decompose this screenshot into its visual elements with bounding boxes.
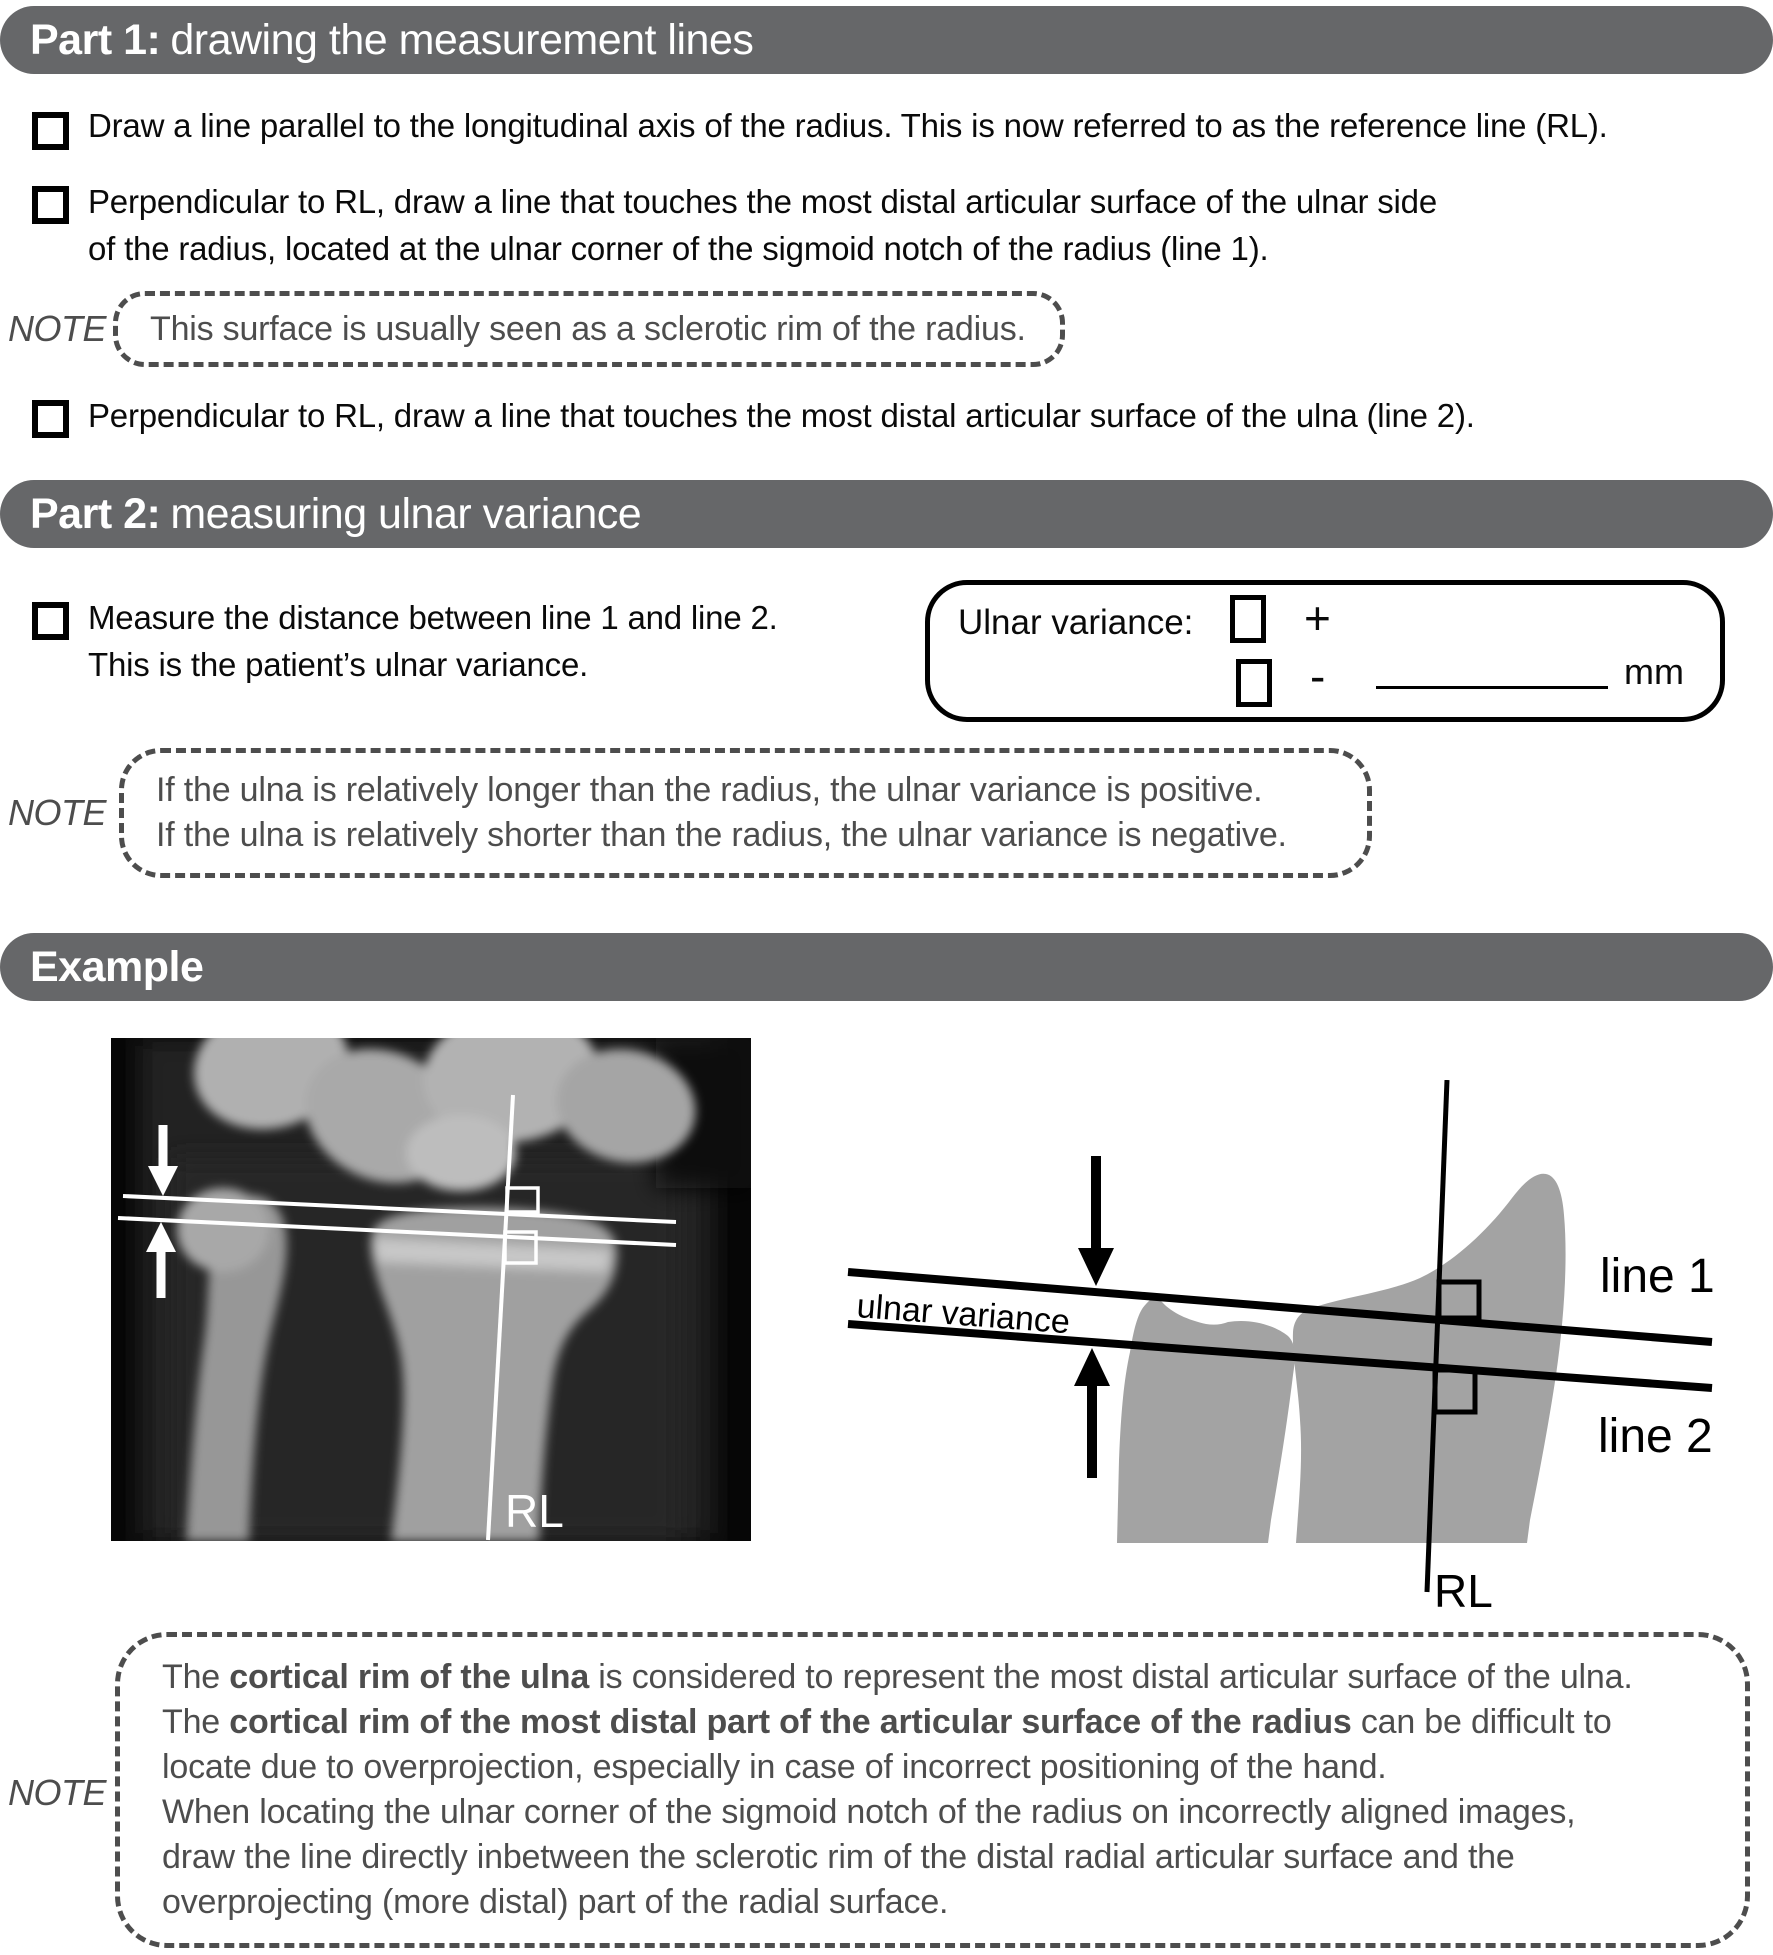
schematic-figure <box>840 1080 1773 1680</box>
instruction-measure-a: Measure the distance between line 1 and line 2. <box>88 599 778 636</box>
checkbox-positive[interactable] <box>1230 595 1266 643</box>
part2-title-rest: measuring ulnar variance <box>170 489 642 538</box>
note2-box <box>119 748 1372 878</box>
down-arrow-icon <box>1078 1156 1114 1286</box>
part2-header-bar <box>0 480 1773 548</box>
instruction-measure-b: This is the patient’s ulnar variance. <box>88 646 589 683</box>
note1-label: NOTE <box>8 308 107 349</box>
checkbox-line1[interactable] <box>32 186 69 224</box>
note3-line5: draw the line directly inbetween the sclerotic rim of the distal radial articular surface and the <box>162 1838 1515 1876</box>
xray-rl-label: RL <box>505 1485 564 1537</box>
diagram-variance-label: ulnar variance <box>855 1287 1072 1342</box>
xray-figure <box>111 1038 751 1541</box>
ulnar-variance-result-box <box>925 580 1725 722</box>
part1-header-bar <box>0 6 1773 74</box>
instruction-line1-b: of the radius, located at the ulnar corner of the sigmoid notch of the radius (line 1). <box>88 230 1269 267</box>
checkbox-reference-line[interactable] <box>32 112 69 150</box>
note3-line2: The cortical rim of the most distal part of the articular surface of the radius can be difficult to <box>162 1703 1612 1741</box>
variance-value-field[interactable] <box>1376 686 1608 689</box>
instruction-line2: Perpendicular to RL, draw a line that touches the most distal articular surface of the ulna (line 2). <box>88 397 1475 434</box>
ulnar-variance-label: Ulnar variance: <box>958 603 1194 642</box>
diagram-rl-label: RL <box>1434 1565 1493 1617</box>
diagram-line1-label: line 1 <box>1600 1250 1715 1303</box>
note3-line4: When locating the ulnar corner of the sigmoid notch of the radius on incorrectly aligned images, <box>162 1793 1576 1831</box>
note2-line1: If the ulna is relatively longer than the radius, the ulnar variance is positive. <box>156 771 1263 809</box>
mm-unit-label: mm <box>1624 651 1684 692</box>
checkbox-negative[interactable] <box>1236 659 1272 707</box>
instruction-reference-line: Draw a line parallel to the longitudinal axis of the radius. This is now referred to as the reference line (RL). <box>88 107 1608 144</box>
diagram-line2-label: line 2 <box>1598 1410 1713 1463</box>
part1-title-bold: Part 1: <box>30 15 161 64</box>
note3-label: NOTE <box>8 1772 107 1813</box>
note1-box <box>113 291 1065 367</box>
minus-sign: - <box>1310 650 1326 702</box>
part1-title-rest: drawing the measurement lines <box>170 15 754 64</box>
note3-line6: overprojecting (more distal) part of the radial surface. <box>162 1883 949 1921</box>
note1-text: This surface is usually seen as a sclerotic rim of the radius. <box>150 309 1026 348</box>
note2-line2: If the ulna is relatively shorter than the radius, the ulnar variance is negative. <box>156 816 1287 854</box>
note3-box <box>115 1632 1750 1948</box>
instruction-line1-a: Perpendicular to RL, draw a line that touches the most distal articular surface of the ulnar side <box>88 183 1437 220</box>
note3-line1: The cortical rim of the ulna is considered to represent the most distal articular surface of the ulna. <box>162 1658 1633 1696</box>
checkbox-measure[interactable] <box>32 602 69 640</box>
example-title: Example <box>30 942 204 991</box>
plus-sign: + <box>1304 592 1331 644</box>
part2-title-bold: Part 2: <box>30 489 161 538</box>
example-header-bar <box>0 933 1773 1001</box>
diagram-ulna <box>1117 1298 1295 1543</box>
checkbox-line2[interactable] <box>32 400 69 438</box>
note2-label: NOTE <box>8 792 107 833</box>
note3-line3: locate due to overprojection, especially in case of incorrect positioning of the hand. <box>162 1748 1387 1786</box>
up-arrow-icon <box>1074 1348 1110 1478</box>
